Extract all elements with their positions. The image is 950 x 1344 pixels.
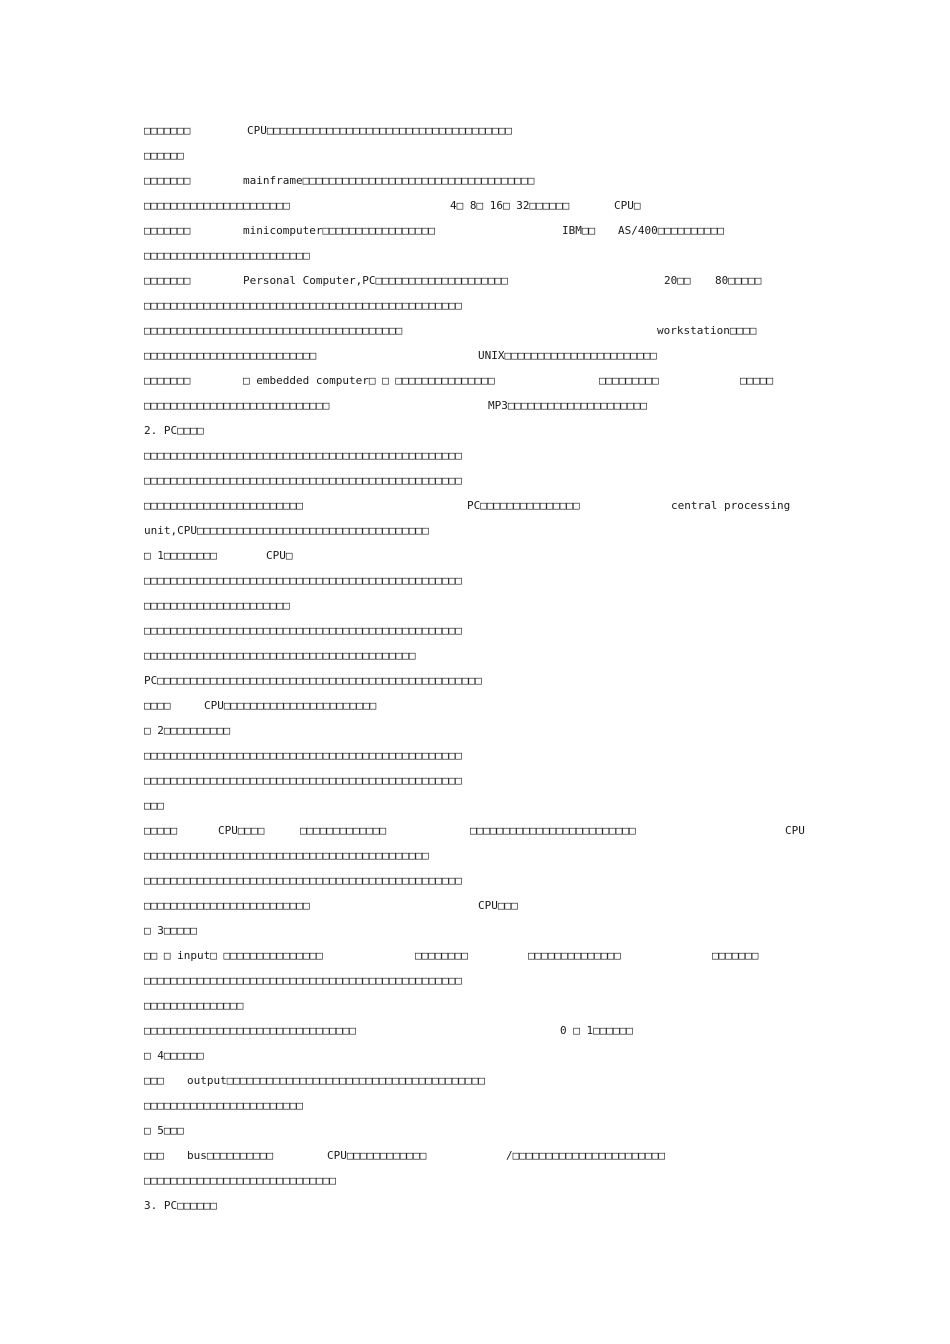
text-segment: □□□□□□□ <box>144 274 191 287</box>
text-line <box>144 821 814 841</box>
text-line <box>144 546 814 566</box>
text-segment: □□□□□□□□□□□□□□□□□□□□□□ <box>144 599 290 612</box>
text-segment: □□□□□□□□□□□□□□□□□□□□□□□□□□□□ <box>144 399 330 412</box>
text-segment: □□□□□□□□□□□□□□□□□□□□□□□□□□□□□□□□□□□□□□□□□□□□□□□□ <box>144 299 462 312</box>
text-segment: □□□□□□□ <box>144 174 191 187</box>
text-segment: CPU□ <box>266 549 293 562</box>
text-segment: □□□□□□□□□□□□□□□□□□□□□□□□□ <box>144 249 310 262</box>
text-line <box>144 221 814 241</box>
text-line <box>144 421 814 441</box>
text-line <box>144 1021 814 1041</box>
text-segment: □□□□□□□□□□□□□□□□□□□□□□□□□□□□□□□□□□□□□□□□□□□□□□□□ <box>144 749 462 762</box>
text-segment: □□□□ <box>144 699 171 712</box>
text-segment: AS/400□□□□□□□□□□ <box>618 224 724 237</box>
text-line <box>144 796 814 816</box>
text-line <box>144 396 814 416</box>
text-segment: □□□□□□□□□□□□□□□□□□□□□□□□□□□□□□□□□□□□□□□□□□□□□□□□ <box>144 624 462 637</box>
text-segment: □ 5□□□ <box>144 1124 184 1137</box>
text-segment: Personal Computer,PC□□□□□□□□□□□□□□□□□□□□ <box>243 274 508 287</box>
text-segment: 2. PC□□□□ <box>144 424 204 437</box>
text-segment: □□□□□□□ <box>144 224 191 237</box>
text-segment: PC□□□□□□□□□□□□□□□ <box>467 499 580 512</box>
text-line <box>144 346 814 366</box>
text-segment: □ 1□□□□□□□□ <box>144 549 217 562</box>
text-line <box>144 846 814 866</box>
text-segment: □□□□□□□ <box>144 374 191 387</box>
text-line <box>144 296 814 316</box>
text-line <box>144 896 814 916</box>
text-line <box>144 671 814 691</box>
text-line <box>144 1146 814 1166</box>
text-line <box>144 271 814 291</box>
text-segment: 80□□□□□ <box>715 274 762 287</box>
text-segment: □□□□□□□□□ <box>599 374 659 387</box>
text-segment: □□□□□□□□□□□□□□□□□□□□□□□□□□□□□□□□□□□□□□□□□□□□□□□□ <box>144 449 462 462</box>
text-segment: □□□□□ <box>144 824 178 837</box>
text-line <box>144 621 814 641</box>
text-segment: 20□□ <box>664 274 691 287</box>
text-line <box>144 446 814 466</box>
text-segment: 4□ 8□ 16□ 32□□□□□□ <box>450 199 570 212</box>
text-segment: 0 □ 1□□□□□□ <box>560 1024 633 1037</box>
text-line <box>144 171 814 191</box>
text-segment: □□□□□□□□□□□□□ <box>300 824 387 837</box>
text-line <box>144 946 814 966</box>
text-line <box>144 121 814 141</box>
text-segment: □□□□□□□□□□□□□□□□□□□□□□□□□ <box>144 899 310 912</box>
text-segment: CPU□□□□□□□□□□□□□□□□□□□□□□□ <box>204 699 377 712</box>
text-segment: □□□□□□□□□□□□□□□□□□□□□□□□ <box>144 1099 303 1112</box>
text-line <box>144 1071 814 1091</box>
text-line <box>144 1121 814 1141</box>
text-segment: □□□□□□□□ <box>415 949 468 962</box>
text-line <box>144 771 814 791</box>
text-line <box>144 371 814 391</box>
text-line <box>144 1171 814 1191</box>
text-segment: □□□□□□□□□□□□□□□□□□□□□□ <box>144 199 290 212</box>
text-segment: □□□□□□□□□□□□□□□□□□□□□□□□□□□□□□□□□□□□□□□□□ <box>144 649 416 662</box>
text-line <box>144 646 814 666</box>
text-segment: □□□ <box>144 1149 164 1162</box>
text-segment: □□□□□□□□□□□□□□□□□□□□□□□□□□□□□□□□□□□□□□□ <box>144 324 403 337</box>
text-segment: □ embedded computer□ □ □□□□□□□□□□□□□□□ <box>243 374 495 387</box>
text-segment: □□ □ input□ □□□□□□□□□□□□□□□ <box>144 949 323 962</box>
text-line <box>144 471 814 491</box>
text-line <box>144 1046 814 1066</box>
text-segment: 3. PC□□□□□□ <box>144 1199 217 1212</box>
text-segment: UNIX□□□□□□□□□□□□□□□□□□□□□□□ <box>478 349 657 362</box>
text-line <box>144 146 814 166</box>
text-segment: PC□□□□□□□□□□□□□□□□□□□□□□□□□□□□□□□□□□□□□□□□□□□□□□□□□ <box>144 674 482 687</box>
text-segment: /□□□□□□□□□□□□□□□□□□□□□□□ <box>506 1149 665 1162</box>
text-line <box>144 1196 814 1216</box>
text-segment: output□□□□□□□□□□□□□□□□□□□□□□□□□□□□□□□□□□□□□□□ <box>187 1074 486 1087</box>
text-line <box>144 721 814 741</box>
text-segment: bus□□□□□□□□□□ <box>187 1149 274 1162</box>
text-line <box>144 971 814 991</box>
text-line <box>144 596 814 616</box>
text-segment: □□□□□□□ <box>144 124 191 137</box>
text-segment: unit,CPU□□□□□□□□□□□□□□□□□□□□□□□□□□□□□□□□□□□ <box>144 524 429 537</box>
text-segment: central processing <box>671 499 791 512</box>
text-segment: □□□ <box>144 799 164 812</box>
text-segment: □□□□□□□□□□□□□□□□□□□□□□□□□□□□□ <box>144 1174 337 1187</box>
text-line <box>144 996 814 1016</box>
text-segment: CPU□□□□ <box>218 824 265 837</box>
text-segment: MP3□□□□□□□□□□□□□□□□□□□□□ <box>488 399 647 412</box>
text-line <box>144 521 814 541</box>
text-segment: □ 4□□□□□□ <box>144 1049 204 1062</box>
text-segment: □□□□□□□□□□□□□□□□□□□□□□□□□□□□□□□□□□□□□□□□□□□□□□□□ <box>144 574 462 587</box>
text-line <box>144 321 814 341</box>
text-segment: □ 2□□□□□□□□□□ <box>144 724 231 737</box>
text-segment: □□□□□□□□□□□□□□□□□□□□□□□□ <box>144 499 303 512</box>
text-segment: CPU□□□□□□□□□□□□□□□□□□□□□□□□□□□□□□□□□□□□□ <box>247 124 512 137</box>
text-segment: CPU□□□ <box>478 899 518 912</box>
text-segment: □□□□□□□□□□□□□□□□□□□□□□□□□ <box>470 824 636 837</box>
text-line <box>144 496 814 516</box>
text-segment: □□□□□□□□□□□□□□□□□□□□□□□□□□□□□□□□□□□□□□□□□□□ <box>144 849 429 862</box>
text-segment: □□□□□ <box>740 374 774 387</box>
text-segment: □□□□□□□ <box>712 949 759 962</box>
text-segment: □□□□□□□□□□□□□□□□□□□□□□□□□□□□□□□□□□□□□□□□□□□□□□□□ <box>144 474 462 487</box>
text-segment: □□□□□□□□□□□□□□ <box>528 949 621 962</box>
text-segment: mainframe□□□□□□□□□□□□□□□□□□□□□□□□□□□□□□□□□□□ <box>243 174 535 187</box>
text-segment: workstation□□□□ <box>657 324 757 337</box>
text-line <box>144 196 814 216</box>
text-line <box>144 1096 814 1116</box>
text-segment: □□□□□□□□□□□□□□□ <box>144 999 244 1012</box>
text-segment: □□□□□□□□□□□□□□□□□□□□□□□□□□□□□□□□ <box>144 1024 356 1037</box>
text-segment: □□□□□□□□□□□□□□□□□□□□□□□□□□□□□□□□□□□□□□□□□□□□□□□□ <box>144 974 462 987</box>
text-line <box>144 696 814 716</box>
text-segment: □□□ <box>144 1074 164 1087</box>
text-segment: □□□□□□□□□□□□□□□□□□□□□□□□□□□□□□□□□□□□□□□□□□□□□□□□ <box>144 774 462 787</box>
text-line <box>144 746 814 766</box>
text-segment: CPU□□□□□□□□□□□□ <box>327 1149 427 1162</box>
text-line <box>144 246 814 266</box>
text-segment: minicomputer□□□□□□□□□□□□□□□□□ <box>243 224 436 237</box>
text-line <box>144 571 814 591</box>
text-segment: CPU <box>785 824 805 837</box>
text-segment: □□□□□□□□□□□□□□□□□□□□□□□□□□□□□□□□□□□□□□□□□□□□□□□□ <box>144 874 462 887</box>
text-segment: IBM□□ <box>562 224 596 237</box>
text-segment: □□□□□□ <box>144 149 184 162</box>
text-line <box>144 921 814 941</box>
text-segment: □□□□□□□□□□□□□□□□□□□□□□□□□□ <box>144 349 317 362</box>
text-line <box>144 871 814 891</box>
text-segment: CPU□ <box>614 199 641 212</box>
text-segment: □ 3□□□□□ <box>144 924 197 937</box>
